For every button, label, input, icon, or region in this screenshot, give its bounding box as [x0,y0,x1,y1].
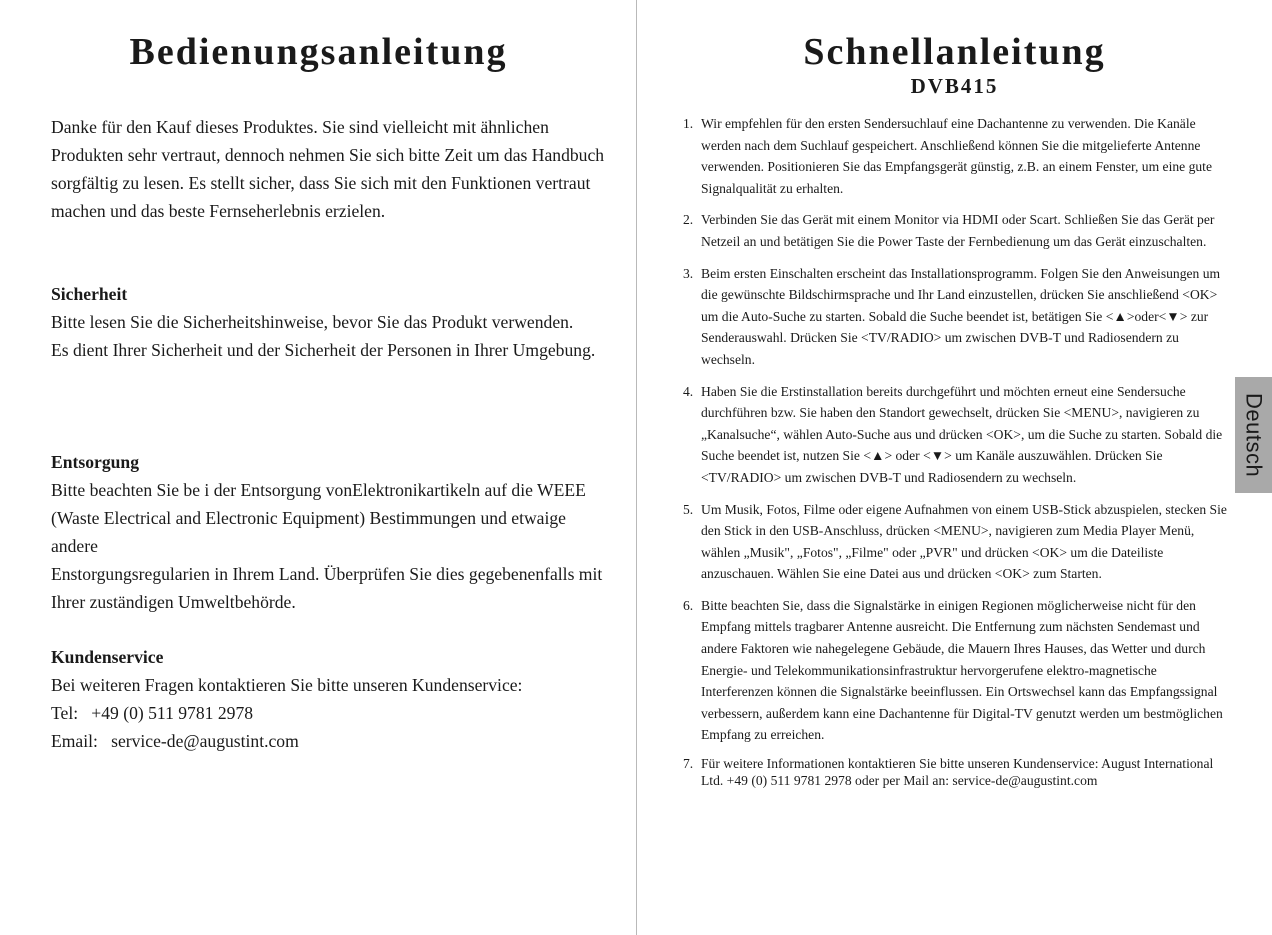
language-tab-label: Deutsch [1241,392,1267,478]
right-page [637,0,1272,935]
page-title: Bedienungsanleitung [129,31,508,73]
step-text: Verbinden Sie das Gerät mit einem Monitor via HDMI oder Scart. Schließen Sie das Gerät per Netzeil an und betätigen Sie die Power Taste der Fernbedienung um das Gerät einzuschalten. [701,212,1215,249]
step-item [683,209,1228,252]
step-text: Für weitere Informationen kontaktieren Sie bitte unseren Kundenservice: August International Ltd. +49 (0) 511 9781 2978 oder per Mail an: service-de@augustint.com [701,756,1214,788]
service-phone: Tel: +49 (0) 511 9781 2978 [51,703,254,723]
disposal-section [51,448,611,616]
disposal-paragraph-1: Bitte beachten Sie be i der Entsorgung vonElektronikartikeln auf die WEEE (Waste Electrical and Electronic Equipment) Bestimmungen und etwaige andere [51,480,586,556]
step-text: Wir empfehlen für den ersten Sendersuchlauf eine Dachantenne zu verwenden. Die Kanäle werden nach dem Suchlauf gespeichert. Anschließend können Sie die mitgelieferte Antenne verwenden. Positionieren Sie das Empfangsgerät günstig, z.B. an einem Fenster, um eine gute Signalqualität zu erhalten. [701,116,1212,196]
disposal-paragraph-2: Enstorgungsregularien in Ihrem Land. Überprüfen Sie dies gegebenenfalls mit Ihrer zuständigen Umweltbehörde. [51,564,603,612]
step-number: 2. [683,212,694,228]
step-text: Bitte beachten Sie, dass die Signalstärke in einigen Regionen möglicherweise nicht für den Empfang mittels tragbarer Antenne ausreicht. Die Entfernung zum nächsten Sendemast und andere Faktoren wie nahegelegene Gebäude, die Mauern Ihres Hauses, das Wetter und durch Energie- und Telekommunikationsinfrastruktur hervorgerufene elektro-magnetische Interferenzen können die Signalstärke beeinflussen. Ein Ortswechsel kann das Empfangssignal verbessern, außerdem kann eine Dachantenne für Digital-TV genutzt werden um bestmöglichen Empfang zu erreichen. [701,597,1223,743]
step-item [683,381,1228,489]
step-item [683,499,1228,585]
safety-section [51,280,611,364]
step-text: Haben Sie die Erstinstallation bereits durchgeführt und möchten erneut eine Sendersuche durchführen bzw. Sie haben den Standort gewechselt, drücken Sie <MENU>, navigieren zu „Kanalsuche“, wählen Auto-Suche aus und drücken <OK>, um die Suche zu starten. Sobald die Suche beendet ist, nutzen Sie <▲> oder <▼> um Kanäle auszuwählen. Drücken Sie <TV/RADIO> um zwischen DVB-T und Radiosendern zu wechseln. [701,383,1223,485]
steps-list [683,113,1228,799]
service-email: Email: service-de@augustint.com [51,731,299,751]
step-number: 7. [683,756,694,772]
safety-paragraph-2: Es dient Ihrer Sicherheit und der Sicherheit der Personen in Ihrer Umgebung. [51,340,596,360]
model-subtitle: DVB415 [910,74,999,98]
safety-paragraph-1: Bitte lesen Sie die Sicherheitshinweise, bevor Sie das Produkt verwenden. [51,312,574,332]
step-number: 5. [683,501,694,517]
service-paragraph: Bei weiteren Fragen kontaktieren Sie bitte unseren Kundenservice: [51,675,523,695]
step-number: 1. [683,116,694,131]
step-number: 3. [683,265,694,281]
service-heading: Kundenservice [51,647,164,667]
step-number: 4. [683,383,694,399]
disposal-heading: Entsorgung [51,452,139,472]
safety-heading: Sicherheit [51,284,128,304]
step-item [683,756,1228,789]
step-item [683,263,1228,371]
step-item [683,595,1228,746]
language-tab [1235,377,1272,493]
step-text: Um Musik, Fotos, Filme oder eigene Aufnahmen von einem USB-Stick abzuspielen, stecken Sie den Stick in den USB-Anschluss, drücken <MENU>, navigieren zum Media Player Menü, wählen „Musik", „Fotos", „Filme" oder „PVR" und drücken <OK> um die Dateiliste anzuschauen. Wählen Sie eine Datei aus und drücken <OK> zum Starten. [701,501,1227,582]
intro-section [51,113,611,225]
quickstart-title: Schnellanleitung [803,31,1106,73]
step-item [683,113,1228,199]
service-section [51,643,611,755]
step-text: Beim ersten Einschalten erscheint das Installationsprogramm. Folgen Sie den Anweisungen um die gewünschte Bildschirmsprache und Ihr Land einzustellen, drücken Sie anschließend <OK> um die Auto-Suche zu starten. Sobald die Suche beendet ist, betätigen Sie <▲>oder<▼> zur Senderauswahl. Drücken Sie <TV/RADIO> um zwischen DVB-T und Radiosendern zu wechseln. [701,265,1221,367]
step-number: 6. [683,597,694,613]
intro-paragraph: Danke für den Kauf dieses Produktes. Sie sind vielleicht mit ähnlichen Produkten sehr vertraut, dennoch nehmen Sie sich bitte Zeit um das Handbuch sorgfältig zu lesen. Es stellt sicher, dass Sie sich mit den Funktionen vertraut machen und das beste Fernseherlebnis erzielen. [51,117,605,221]
